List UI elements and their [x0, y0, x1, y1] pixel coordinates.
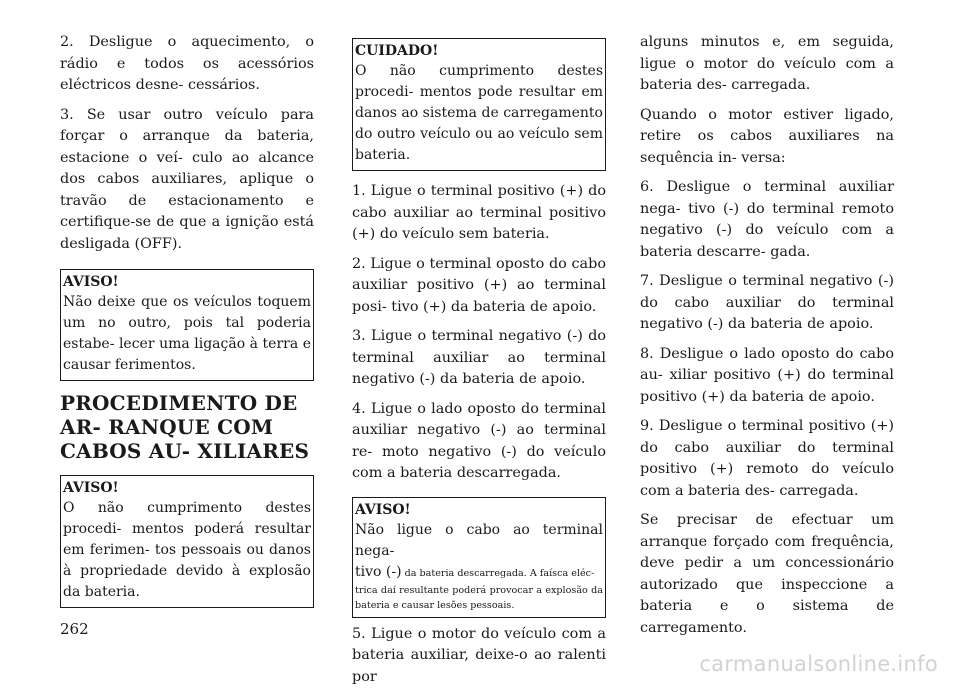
step-9-paragraph: 9. Desligue o terminal positivo (+) do cabo auxiliar do terminal positivo (+) remoto do veículo com a bateria des- carregada. — [640, 418, 894, 499]
final-advice-paragraph: Se precisar de efectuar um arranque forçado com frequência, deve pedir a um concessionário autorizado que inspeccione a bateria e o sistema de carregamento. — [640, 512, 894, 636]
caution-text: O não cumprimento destes procedi- mentos pode resultar em danos ao sistema de carregamento do outro veículo ou ao veículo sem bateria. — [355, 63, 603, 163]
caution-box — [352, 38, 606, 171]
warning-title: AVISO! — [355, 501, 411, 518]
step-6-paragraph: 6. Desligue o terminal auxiliar nega- tivo (-) do terminal remoto negativo (-) do veículo com a bateria descarre- gada. — [640, 179, 894, 260]
step-3-paragraph: 3. Ligue o terminal negativo (-) do terminal auxiliar ao terminal negativo (-) da bateria de apoio. — [352, 328, 606, 387]
warning-small-text: trica daí resultante poderá provocar a explosão da bateria e causar lesões pessoais. — [355, 584, 603, 611]
step-1-paragraph: 1. Ligue o terminal positivo (+) do cabo auxiliar ao terminal positivo (+) do veículo sem bateria. — [352, 183, 606, 242]
warning-box-contact — [60, 269, 314, 381]
step-7-paragraph: 7. Desligue o terminal negativo (-) do cabo auxiliar do terminal negativo (-) da bateria de apoio. — [640, 273, 894, 332]
step-5-continuation: alguns minutos e, em seguida, ligue o motor do veículo com a bateria des- carregada. — [640, 34, 894, 93]
warning-large-fragment: tivo (-) — [355, 563, 402, 580]
reverse-sequence-intro: Quando o motor estiver ligado, retire os cabos auxiliares na sequência in- versa: — [640, 106, 894, 166]
warning-text: O não cumprimento destes procedi- mentos poderá resultar em ferimen- tos pessoais ou danos à propriedade devido à explosão da bateria. — [63, 500, 311, 600]
caution-title: CUIDADO! — [355, 43, 439, 59]
warning-text: Não deixe que os veículos toquem um no outro, pois tal poderia estabe- lecer uma ligação à terra e causar ferimentos. — [63, 294, 311, 373]
step-4-paragraph: 4. Ligue o lado oposto do terminal auxiliar negativo (-) ao terminal re- moto negativo (-) do veículo com a bateria descarregada. — [352, 400, 606, 481]
warning-line: Não ligue o cabo ao terminal nega- — [355, 521, 603, 559]
warning-title: AVISO! — [63, 274, 119, 290]
warning-small-fragment: da bateria descarregada. A faísca eléc- — [401, 567, 595, 579]
warning-title: AVISO! — [63, 480, 119, 496]
step-5-paragraph: 5. Ligue o motor do veículo com a bateria auxiliar, deixe-o ao ralenti por — [352, 625, 606, 685]
watermark: carmanualsonline.info — [699, 652, 938, 676]
step-2-paragraph: 2. Desligue o aquecimento, o rádio e todos os acessórios eléctricos desne- cessários. — [60, 34, 314, 93]
step-8-paragraph: 8. Desligue o lado oposto do cabo au- xiliar positivo (+) do terminal positivo (+) da bateria de apoio. — [640, 345, 894, 405]
section-heading: PROCEDIMENTO DE AR- RANQUE COM CABOS AU- XILIARES — [60, 391, 310, 463]
warning-box-spark — [352, 497, 606, 618]
column-2 — [352, 38, 606, 696]
step-3-paragraph: 3. Se usar outro veículo para forçar o arranque da bateria, estacione o veí- culo ao alcance dos cabos auxiliares, aplique o travão de estacionamento e certifique-se de que a ignição está desligada (OFF). — [60, 106, 314, 252]
page-number: 262 — [60, 620, 89, 638]
warning-box-explosion — [60, 475, 314, 608]
step-2-paragraph: 2. Ligue o terminal oposto do cabo auxiliar positivo (+) ao terminal posi- tivo (+) da bateria de apoio. — [352, 255, 606, 315]
column-1 — [60, 32, 314, 618]
column-3 — [640, 32, 894, 647]
warning-line-mixed — [355, 562, 603, 583]
